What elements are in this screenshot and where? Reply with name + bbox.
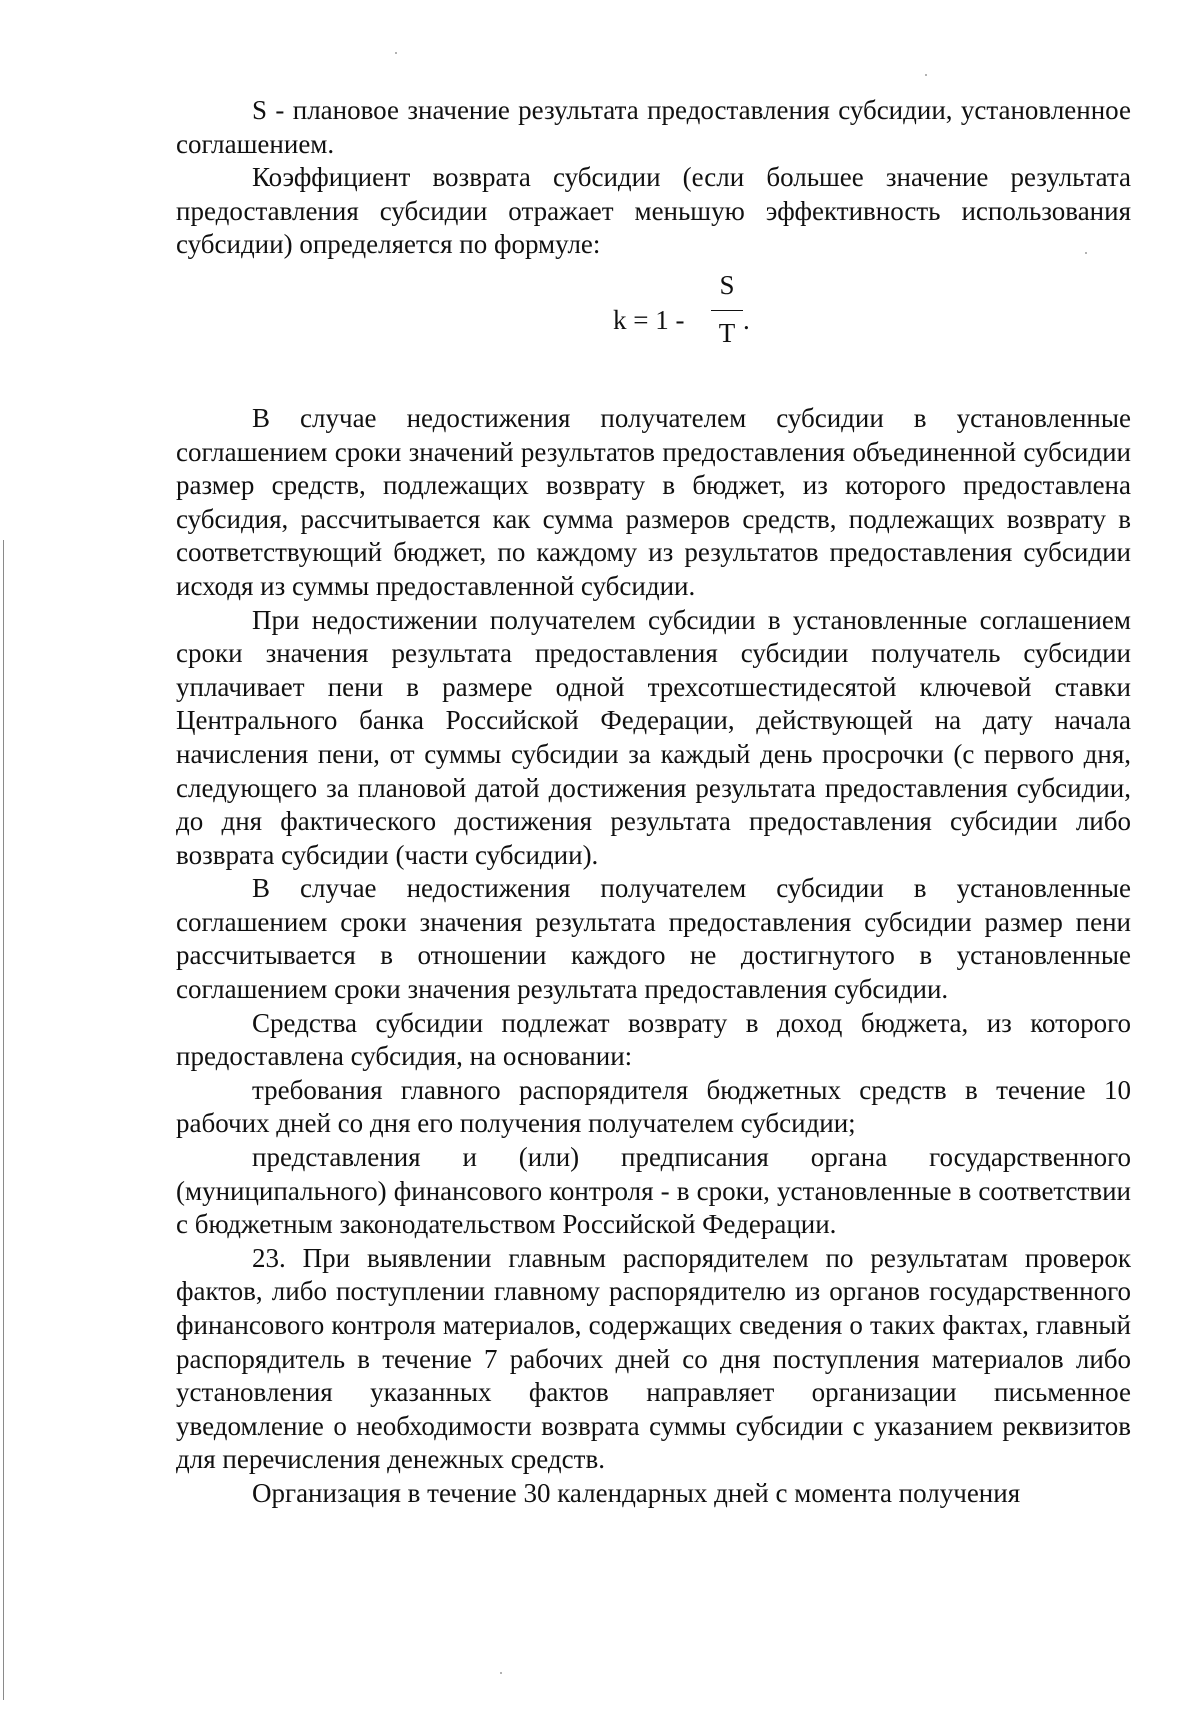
paragraph-definition-s: S - плановое значение результата предоставления субсидии, установленное соглашением. bbox=[176, 95, 1131, 159]
paragraph-combined-subsidy-refund: В случае недостижения получателем субсидии в установленные соглашением сроки значений результатов предоставления объединенной субсидии размер средств, подлежащих возврату в бюджет, из которого предоставлена субсидия, рассчитывается как сумма размеров средств, подлежащих возврату в соответствующий бюджет, по каждому из результатов предоставления субсидии исходя из суммы предоставленной субсидии. bbox=[176, 402, 1131, 601]
paragraph-refund-basis-item-2: представления и (или) предписания органа государственного (муниципального) финансового контроля - в сроки, установленные в соответствии с бюджетным законодательством Российской Федерации. bbox=[176, 1142, 1131, 1240]
scan-speck bbox=[925, 74, 927, 76]
scan-speck bbox=[500, 1672, 502, 1674]
paragraph-penalty-calculation: В случае недостижения получателем субсидии в установленные соглашением сроки значения результата предоставления субсидии размер пени рассчитывается в отношении каждого не достигнутого в установленные соглашением сроки значения результата предоставления субсидии. bbox=[176, 873, 1131, 1005]
formula-end-period: . bbox=[743, 304, 750, 335]
fraction-bar bbox=[711, 310, 743, 311]
paragraph-refund-basis: Средства субсидии подлежат возврату в доход бюджета, из которого предоставлена субсидия, на основании: bbox=[176, 1007, 1131, 1072]
formula-fraction bbox=[711, 264, 743, 351]
document-text bbox=[176, 94, 1131, 1511]
formula-block bbox=[176, 264, 1131, 364]
scan-speck bbox=[395, 52, 397, 54]
paragraph-organization-30-days: Организация в течение 30 календарных дней с момента получения bbox=[252, 1477, 1021, 1508]
formula-denominator: T bbox=[718, 317, 736, 348]
formula-lhs: k = 1 - bbox=[613, 304, 685, 335]
scan-edge-line bbox=[3, 540, 4, 1700]
paragraph-penalty: При недостижении получателем субсидии в установленные соглашением сроки значения результата предоставления субсидии получатель субсидии уплачивает пени в размере одной трехсотшестидесятой ключевой ставки Центрального банка Российской Федерации, действующей на дату начала начисления пени, от суммы субсидии за каждый день просрочки (с первого дня, следующего за плановой датой достижения результата предоставления субсидии, до дня фактического достижения результата предоставления субсидии либо возврата субсидии (части субсидии). bbox=[176, 604, 1131, 870]
formula-numerator: S bbox=[719, 269, 735, 300]
paragraph-refund-basis-item-1: требования главного распорядителя бюджетных средств в течение 10 рабочих дней со дня его получения получателем субсидии; bbox=[176, 1074, 1131, 1139]
paragraph-clause-23: 23. При выявлении главным распорядителем по результатам проверок фактов, либо поступлении главному распорядителю из органов государственного финансового контроля материалов, содержащих сведения о таких фактах, главный распорядитель в течение 7 рабочих дней со дня поступления материалов либо установления указанных фактов направляет организации письменное уведомление о необходимости возврата суммы субсидии с указанием реквизитов для перечисления денежных средств. bbox=[176, 1242, 1131, 1475]
paragraph-coefficient-intro: Коэффициент возврата субсидии (если большее значение результата предоставления субсидии отражает меньшую эффективность использования субсидии) определяется по формуле: bbox=[176, 162, 1131, 260]
